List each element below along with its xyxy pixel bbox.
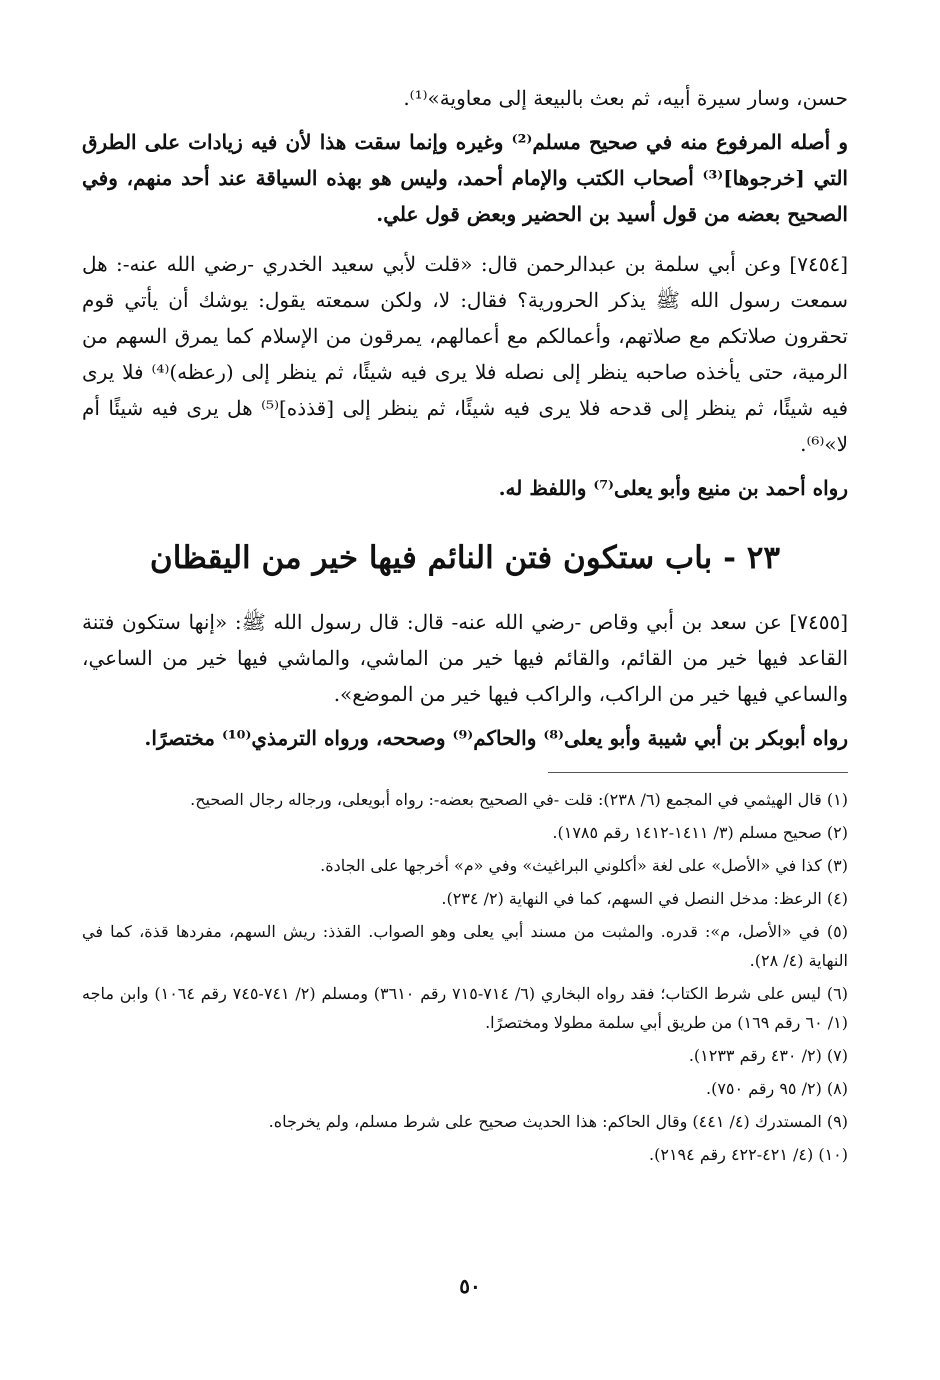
paragraph-hadith-7455: [٧٤٥٥] عن سعد بن أبي وقاص -رضي الله عنه- قال: قال رسول الله ﷺ: «إنها ستكون فتنة القاعد فيها خير من القائم، والقائم فيها خير من الماشي، والماشي فيها خير من الساعي، والساعي فيها خير من الراكب، والراكب فيها خير من الموضع». [82,610,848,706]
chapter-heading: ٢٣ - باب ستكون فتن النائم فيها خير من اليقظان [149,540,781,576]
footnote-6: (٦) ليس على شرط الكتاب؛ فقد رواه البخاري (٦/ ٧١٤-٧١٥ رقم ٣٦١٠) ومسلم (٢/ ٧٤١-٧٤٥ رقم ١٠٦٤) وابن ماجه (١/ ٦٠ رقم ١٦٩) من طريق أبي سلمة مطولا ومختصرًا. [82,984,848,1032]
footnote-8: (٨) (٢/ ٩٥ رقم ٧٥٠). [706,1079,848,1098]
paragraph-continuation: حسن، وسار سيرة أبيه، ثم بعث بالبيعة إلى معاوية»⁽¹⁾. [403,86,848,110]
footnote-7: (٧) (٢/ ٤٣٠ رقم ١٢٣٣). [688,1046,848,1065]
footnote-2: (٢) صحيح مسلم (٣/ ١٤١١-١٤١٢ رقم ١٧٨٥). [552,823,848,842]
paragraph-narration-source: رواه أحمد بن منيع وأبو يعلى⁽⁷⁾ واللفظ له. [498,476,848,500]
paragraph-hadith-7454: [٧٤٥٤] وعن أبي سلمة بن عبدالرحمن قال: «قلت لأبي سعيد الخدري -رضي الله عنه-: هل سمعت رسول الله ﷺ يذكر الحرورية؟ فقال: لا، ولكن سمعته يقول: يوشك أن يأتي قوم تحقرون صلاتكم مع صلاتهم، وأعمالكم مع أعمالهم، يمرقون من الإسلام كما يمرق السهم من الرمية، حتى يأخذه صاحبه ينظر إلى نصله فلا يرى فيه شيئًا، ثم ينظر إلى (رعظه)⁽⁴⁾ فلا يرى فيه شيئًا، ثم ينظر إلى قدحه فلا يرى فيه شيئًا، ثم ينظر إلى [قذذه]⁽⁵⁾ هل يرى فيه شيئًا أم لا»⁽⁶⁾. [82,252,849,456]
footnote-10: (١٠) (٤/ ٤٢١-٤٢٢ رقم ٢١٩٤). [649,1145,848,1164]
footnote-3: (٣) كذا في «الأصل» على لغة «أكلوني البراغيث» وفي «م» أخرجها على الجادة. [320,856,848,875]
page-number: ٥٠ [459,1274,481,1298]
paragraph-narration-source-2: رواه أبوبكر بن أبي شيبة وأبو يعلى⁽⁸⁾ والحاكم⁽⁹⁾ وصححه، ورواه الترمذي⁽¹⁰⁾ مختصرًا. [144,726,848,750]
footnote-5: (٥) في «الأصل، م»: قدره. والمثبت من مسند أبي يعلى وهو الصواب. القذذ: ريش السهم، مفردها قذة، كما في النهاية (٤/ ٢٨). [82,922,848,970]
footnote-divider [548,772,848,773]
footnote-9: (٩) المستدرك (٤/ ٤٤١) وقال الحاكم: هذا الحديث صحيح على شرط مسلم، ولم يخرجاه. [268,1112,848,1131]
footnote-1: (١) قال الهيثمي في المجمع (٦/ ٢٣٨): قلت -في الصحيح بعضه-: رواه أبويعلى، ورجاله رجال الصحيح. [190,790,848,809]
footnotes [82,785,848,1169]
paragraph-author-note: و أصله المرفوع منه في صحيح مسلم⁽²⁾ وغيره وإنما سقت هذا لأن فيه زيادات على الطرق التي [خرجوها]⁽³⁾ أصحاب الكتب والإمام أحمد، وليس هو بهذه السياقة عند أحد منهم، وفي الصحيح بعضه من قول أسيد بن الحضير وبعض قول علي. [82,130,848,226]
footnote-4: (٤) الرعظ: مدخل النصل في السهم، كما في النهاية (٢/ ٢٣٤). [441,889,848,908]
